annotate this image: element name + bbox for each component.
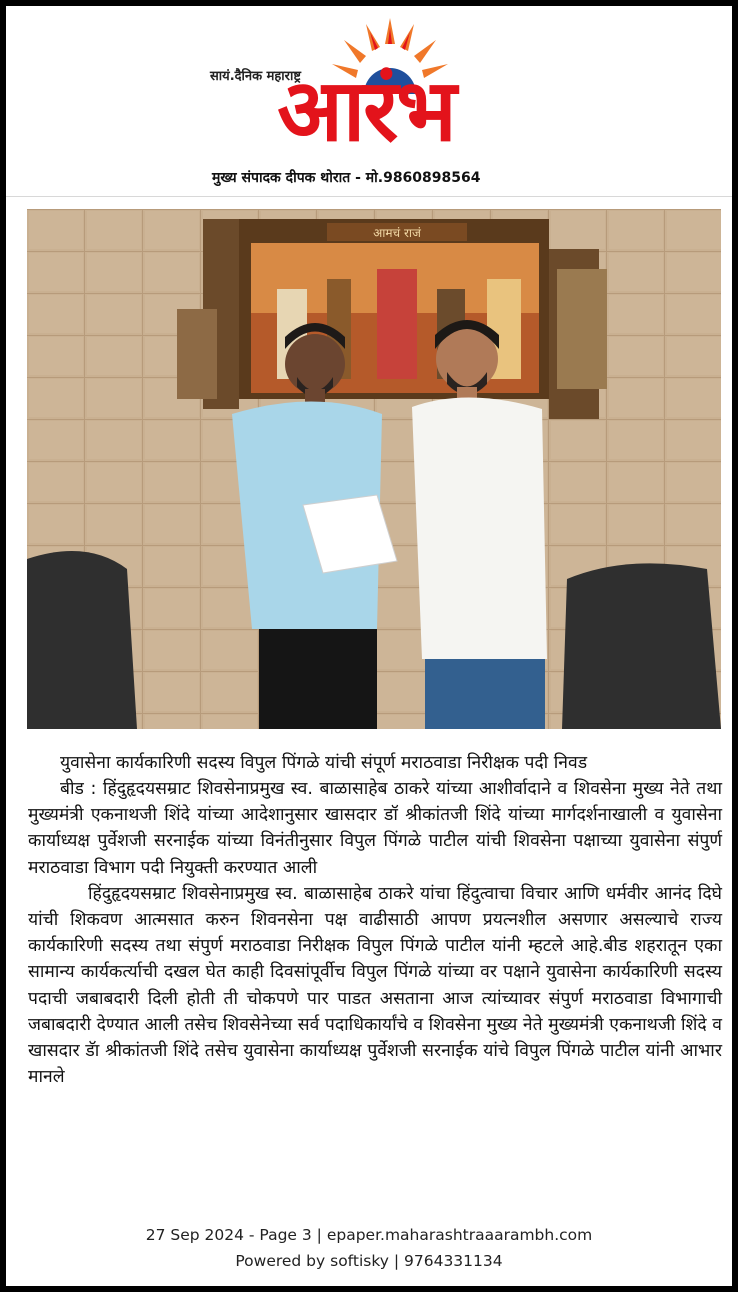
article-paragraph-1: बीड : हिंदुहृदयसम्राट शिवसेनाप्रमुख स्व. बाळासाहेब ठाकरे यांच्या आशीर्वादाने व शिवसेना मुख्य नेते तथा मुख्यमंत्री एकनाथजी शिंदे यांच्या आदेशानुसार खासदार डॉ श्रीकांतजी शिंदे यांच्या मार्गदर्शनाखाली व युवासेना कार्याध्यक्ष पुर्वेशजी सरनाईक यांच्या विनंतीनुसार विपुल पिंगळे पाटील यांची शिवसेना पक्षाच्या युवासेना संपुर्ण मराठवाडा विभाग पदी नियुक्ती करण्यात आली (28, 779, 722, 878)
article-paragraph-2: हिंदुहृदयसम्राट शिवसेनाप्रमुख स्व. बाळासाहेब ठाकरे यांचा हिंदुत्वाचा विचार आणि धर्मवीर आनंद दिघे यांची शिकवण आत्मसात करुन शिवनसेना पक्ष वाढीसाठी आपण प्रयत्नशील असणार असल्याचे राज्य कार्यकारिणी सदस्य तथा संपुर्ण मराठवाडा निरीक्षक विपुल पिंगळे पाटील यांनी म्हटले आहे.बीड शहरातून एका सामान्य कार्यकर्त्याची दखल घेत काही दिवसांपूर्वीच विपुल पिंगळे यांच्या वर पक्षाने युवासेना कार्यकारिणी सदस्य पदाची जबाबदारी दिली होती ती चोकपणे पार पाडत असताना आज त्यांच्यावर संपुर्ण मराठवाडा विभागाची जबाबदारी देण्यात आली तसेच शिवसेनेच्या सर्व पदाधिकार्यांचे व शिवसेना मुख्य नेते मुख्यमंत्री एकनाथजी शिंदे व खासदार डॅा श्रीकांतजी शिंदे तसेच युवासेना कार्याध्यक्ष पुर्वेशजी सरनाईक यांचे विपुल पिंगळे पाटील यांनी आभार मानले (28, 883, 722, 1088)
masthead-tagline: सायं.दैनिक महाराष्ट्र (210, 69, 301, 84)
photo-two-men-handing-letter-icon (27, 209, 721, 729)
masthead (6, 6, 732, 198)
article-headline: युवासेना कार्यकारिणी सदस्य विपुल पिंगळे यांची संपूर्ण मराठवाडा निरीक्षक पदी निवड (60, 753, 588, 773)
masthead-divider (6, 196, 732, 197)
epaper-page (6, 6, 732, 1286)
chief-editor-line: मुख्य संपादक दीपक थोरात - मो.9860898564 (212, 170, 481, 186)
footer-powered-by: Powered by softisky | 9764331134 (235, 1252, 503, 1270)
frame-caption: आमचं राजं (373, 226, 421, 240)
newspaper-brand-logo: आरंभ (277, 61, 455, 161)
news-photo (27, 209, 721, 729)
footer-date-site: 27 Sep 2024 - Page 3 | epaper.maharashtraaarambh.com (145, 1226, 593, 1244)
news-article (28, 750, 722, 1090)
page-footer (6, 1222, 732, 1274)
